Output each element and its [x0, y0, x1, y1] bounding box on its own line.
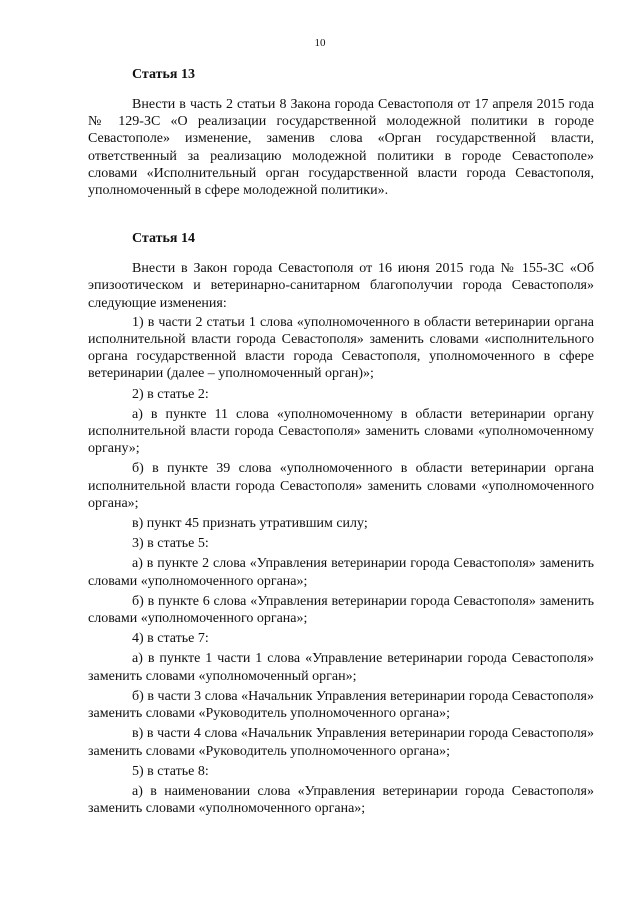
document-body — [88, 66, 594, 817]
article-14-title: Статья 14 — [132, 231, 195, 247]
list-item: 3) в статье 5: — [132, 536, 209, 552]
list-item: 1) в части 2 статьи 1 слова «уполномоченного в области ветеринарии органа исполнительной власти города Севастополя» заменить словами «исполнительного органа государственной власти города Севастополя, уполномоченного в сфере ветеринарии (далее – уполномоченный орган)»; — [88, 314, 594, 382]
list-item: 5) в статье 8: — [132, 763, 209, 779]
list-item: 4) в статье 7: — [132, 631, 209, 647]
list-item: а) в пункте 2 слова «Управления ветеринарии города Севастополя» заменить словами «уполномоченного органа»; — [88, 556, 594, 589]
article-14-intro: Внести в Закон города Севастополя от 16 июня 2015 года № 155-ЗС «Об эпизоотическом и ветеринарно-санитарном благополучии города Севастополя» следующие изменения: — [88, 261, 594, 311]
list-item: б) в пункте 39 слова «уполномоченного в области ветеринарии органа исполнительной власти города Севастополя» заменить словами «уполномоченного органа»; — [88, 461, 594, 511]
list-item: б) в пункте 6 слова «Управления ветеринарии города Севастополя» заменить словами «уполномоченного органа»; — [88, 593, 594, 627]
article-13-text: Внести в часть 2 статьи 8 Закона города Севастополя от 17 апреля 2015 года № 129-ЗС «О реализации государственной молодежной политики в городе Севастополе» изменение, заменив слова «Орган государственной власти, ответственный за реализацию молодежной политики в городе Севастополе» словами «Исполнительный орган государственной власти города Севастополя, уполномоченный в сфере молодежной политики». — [88, 97, 594, 199]
list-item: в) пункт 45 признать утратившим силу; — [132, 516, 368, 532]
list-item: а) в пункте 1 части 1 слова «Управление ветеринарии города Севастополя» заменить словами «уполномоченный орган»; — [88, 651, 594, 684]
list-item: в) в части 4 слова «Начальник Управления ветеринарии города Севастополя» заменить словами «Руководитель уполномоченного органа»; — [88, 726, 594, 759]
list-item: б) в части 3 слова «Начальник Управления ветеринарии города Севастополя» заменить словами «Руководитель уполномоченного органа»; — [88, 688, 594, 722]
list-item: а) в наименовании слова «Управления ветеринарии города Севастополя» заменить словами «уполномоченного органа»; — [88, 783, 594, 817]
list-item: 2) в статье 2: — [132, 386, 209, 402]
article-13-title: Статья 13 — [132, 67, 195, 82]
list-item: а) в пункте 11 слова «уполномоченному в области ветеринарии органу исполнительной власти города Севастополя» заменить словами «уполномоченному органу»; — [88, 406, 594, 457]
page-number: 10 — [314, 37, 326, 49]
